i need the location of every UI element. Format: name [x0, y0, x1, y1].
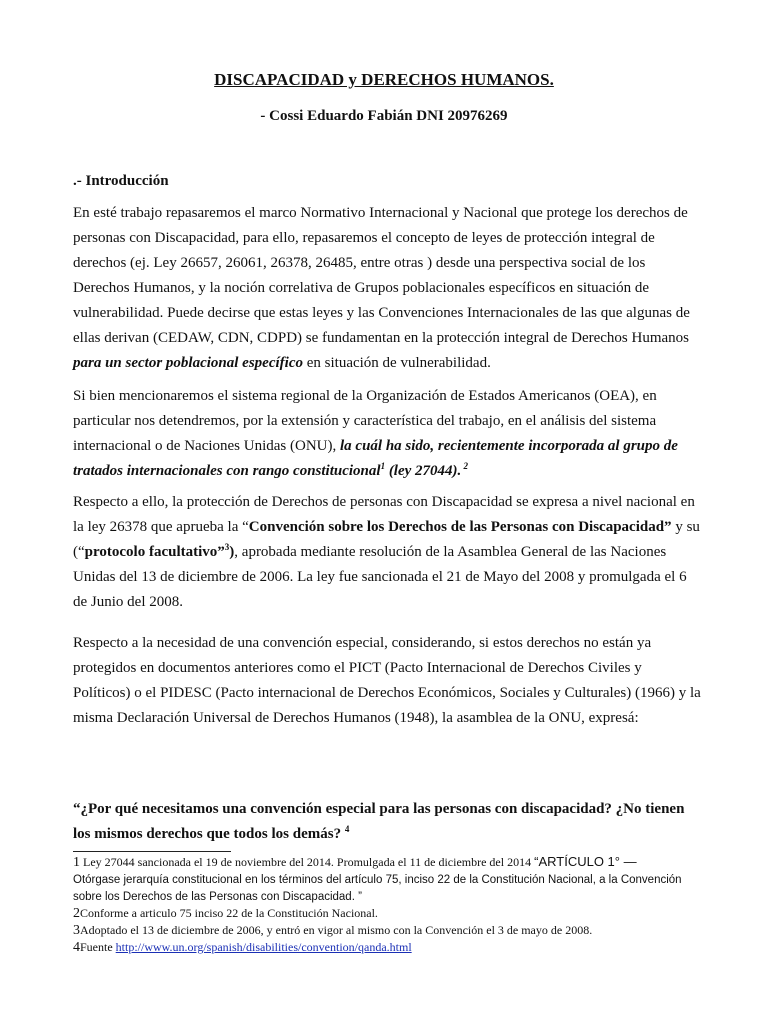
- paragraph-convention-need: Respecto a la necesidad de una convención especial, considerando, si estos derechos no están ya protegidos en documentos anteriores como el PICT (Pacto Internacional de Derechos Civiles y Políticos) o el PIDESC (Pacto internacional de Derechos Económicos, Sociales y Culturales) (1966) y la misma Declaración Universal de Derechos Humanos (1948), la asamblea de la ONU, expresá:: [73, 635, 701, 726]
- quote-question: [73, 797, 701, 847]
- p3-bold-c: ): [229, 544, 235, 560]
- footnote-1-number: 1: [73, 855, 80, 870]
- footnotes: [73, 854, 708, 956]
- quote-text: “¿Por qué necesitamos una convención especial para las personas con discapacidad? ¿No tienen los mismos derechos que todos los demás?: [73, 801, 685, 842]
- footnote-4: [73, 939, 708, 956]
- section-heading: .- Introducción: [73, 173, 169, 189]
- footnote-1-text-b: “ARTÍCULO 1° —: [534, 854, 637, 869]
- p3-text-a: Respecto a ello, la protección de Derechos de personas con Discapacidad se expresa a nivel nacional en la ley 26378 que aprueba la “: [73, 494, 695, 535]
- p2-footnote-ref-2: 2: [461, 461, 469, 471]
- footnote-4-number: 4: [73, 940, 80, 955]
- footnote-4-text: Fuente: [80, 940, 116, 954]
- p2-emphasis-a: la cuál ha sido, recientemente incorporada al grupo de tratados internacionales con rango constitucional: [73, 438, 678, 479]
- quote-footnote-ref-4: 4: [344, 824, 350, 834]
- paragraph-ley-26378: [73, 490, 701, 615]
- p3-bold-a: Convención sobre los Derechos de las Personas con Discapacidad”: [248, 519, 672, 535]
- footnote-1-text-a: Ley 27044 sancionada el 19 de noviembre del 2014. Promulgada el 11 de diciembre del 2014: [80, 855, 535, 869]
- p2-text-a: Si bien mencionaremos el sistema regional de la Organización de Estados Americanos (OEA), en particular nos detendremos, por la extensión y característica del trabajo, en el análisis del sistema internacional o de Naciones Unidas (ONU),: [73, 388, 657, 454]
- document-author: - Cossi Eduardo Fabián DNI 20976269: [260, 108, 508, 124]
- p1-text-a: En esté trabajo repasaremos el marco Normativo Internacional y Nacional que protege los derechos de personas con Discapacidad, para ello, repasaremos el concepto de leyes de protección integral de derechos (ej. Ley 26657, 26061, 26378, 26485, entre otras ) desde una perspectiva social de los Derechos Humanos, y la noción correlativa de Grupos poblacionales específicos en situación de vulnerabilidad. Puede decirse que estas leyes y las Convenciones Internacionales de las que algunas de ellas derivan (CEDAW, CDN, CDPD) se fundamentan en la protección integral de Derechos Humanos: [73, 205, 690, 346]
- footnote-separator: [73, 851, 231, 852]
- p1-text-b: en situación de vulnerabilidad.: [302, 355, 491, 371]
- p3-text-c: , aprobada mediante resolución de la Asamblea General de las Naciones Unidas del 13 de diciembre de 2006. La ley fue sancionada el 21 de Mayo del 2008 y promulgada el 6 de Junio del 2008.: [73, 544, 687, 610]
- footnote-3-text: Adoptado el 13 de diciembre de 2006, y entró en vigor al mismo con la Convención el 3 de mayo de 2008.: [80, 923, 593, 937]
- footnote-2-text: Conforme a articulo 75 inciso 22 de la Constitución Nacional.: [80, 906, 378, 920]
- document-title: DISCAPACIDAD y DERECHOS HUMANOS.: [214, 70, 554, 89]
- un-faq-link[interactable]: http://www.un.org/spanish/disabilities/convention/qanda.html: [115, 940, 412, 954]
- footnote-2-number: 2: [73, 906, 80, 921]
- footnote-3-number: 3: [73, 923, 80, 938]
- paragraph-onu-system: [73, 384, 701, 484]
- p2-footnote-ref-1: 1: [380, 461, 386, 471]
- p1-emphasis: para un sector poblacional específico: [73, 355, 303, 371]
- paragraph-intro: [73, 201, 701, 376]
- p3-text-b: y su (“: [73, 519, 700, 560]
- p3-bold-b: protocolo facultativo”: [84, 544, 225, 560]
- p3-footnote-ref-3: 3: [224, 542, 230, 552]
- footnote-2: [73, 905, 708, 922]
- footnote-1-text-c: Otórgase jerarquía constitucional en los términos del artículo 75, inciso 22 de la Constitución Nacional, a la Convención sobre los Derechos de las Personas con Discapacidad. ”: [73, 874, 682, 903]
- p2-emphasis-b: (ley 27044).: [385, 463, 462, 479]
- footnote-1: [73, 854, 708, 905]
- footnote-3: [73, 922, 708, 939]
